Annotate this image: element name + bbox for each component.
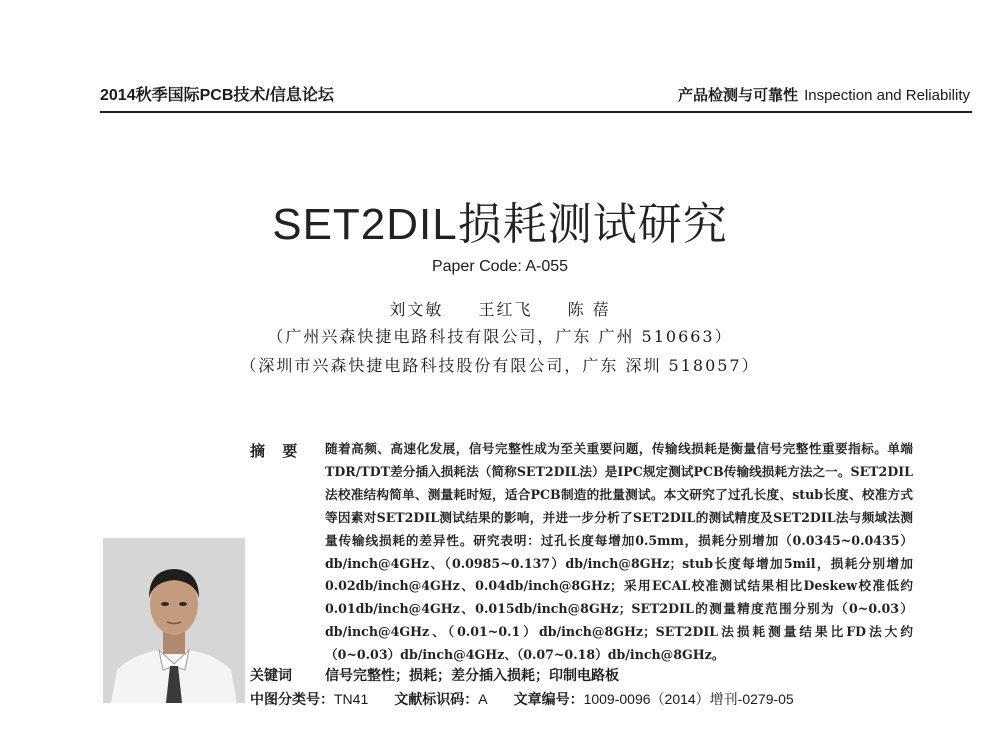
- abstract-label: 摘 要: [250, 442, 304, 460]
- paper-title: SET2DIL损耗测试研究: [272, 200, 728, 249]
- author-name: 陈 蓓: [567, 300, 611, 319]
- author-portrait-image: [103, 538, 245, 703]
- running-header-right: [678, 84, 970, 105]
- section-name-en: Inspection and Reliability: [804, 87, 970, 104]
- running-header-left: 2014秋季国际PCB技术/信息论坛: [100, 87, 334, 104]
- affiliation: （深圳市兴森快捷电路科技股份有限公司，广东 深圳 518057）: [240, 356, 760, 375]
- keywords-label: 关键词: [250, 668, 292, 684]
- article-number-value: 1009-0096（2014）增刊-0279-05: [583, 691, 794, 707]
- author-photo: [103, 538, 245, 703]
- classification-row: [250, 689, 820, 709]
- author-name: 刘文敏: [389, 300, 444, 319]
- clc-label: 中图分类号：: [250, 692, 334, 708]
- abstract-text: 随着高频、高速化发展，信号完整性成为至关重要问题，传输线损耗是衡量信号完整性重要指标。单端TDR/TDT差分插入损耗法（简称SET2DIL法）是IPC规定测试PCB传输线损耗方法之一。SET2DIL法校准结构简单、测量耗时短，适合PCB制造的批量测试。本文研究了过孔长度、stub长度、校准方式等因素对SET2DIL测试结果的影响，并进一步分析了SET2DIL的测试精度及SET2DIL法与频域法测量传输线损耗的差异性。研究表明：过孔长度每增加0.5mm，损耗分别增加（0.0345~0.0435）db/inch@4GHz、（0.0985~0.137）db/inch@8GHz；stub长度每增加5mil，损耗分别增加0.02db/inch@4GHz、0.04db/inch@8GHz；采用ECAL校准测试结果相比Deskew校准低约0.01db/inch@4GHz、0.015db/inch@8GHz；SET2DIL的测量精度范围分别为（0~0.03）db/inch@4GHz、（0.01~0.1）db/inch@8GHz；SET2DIL法损耗测量结果比FD法大约（0~0.03）db/inch@4GHz、（0.07~0.18）db/inch@8GHz。: [325, 441, 913, 663]
- header-rule: [100, 111, 972, 113]
- author-list: [0, 297, 1000, 320]
- section-name-cn: 产品检测与可靠性: [678, 86, 799, 104]
- doc-code-value: A: [478, 691, 488, 707]
- affiliation: （广州兴森快捷电路科技有限公司，广东 广州 510663）: [267, 327, 733, 346]
- clc-value: TN41: [334, 691, 369, 707]
- keywords-text: 信号完整性；损耗；差分插入损耗；印制电路板: [325, 668, 619, 684]
- doc-code-label: 文献标识码：: [394, 692, 479, 708]
- author-name: 王红飞: [478, 300, 533, 319]
- article-number-label: 文章编号：: [513, 692, 584, 708]
- paper-code: Paper Code: A-055: [431, 258, 569, 275]
